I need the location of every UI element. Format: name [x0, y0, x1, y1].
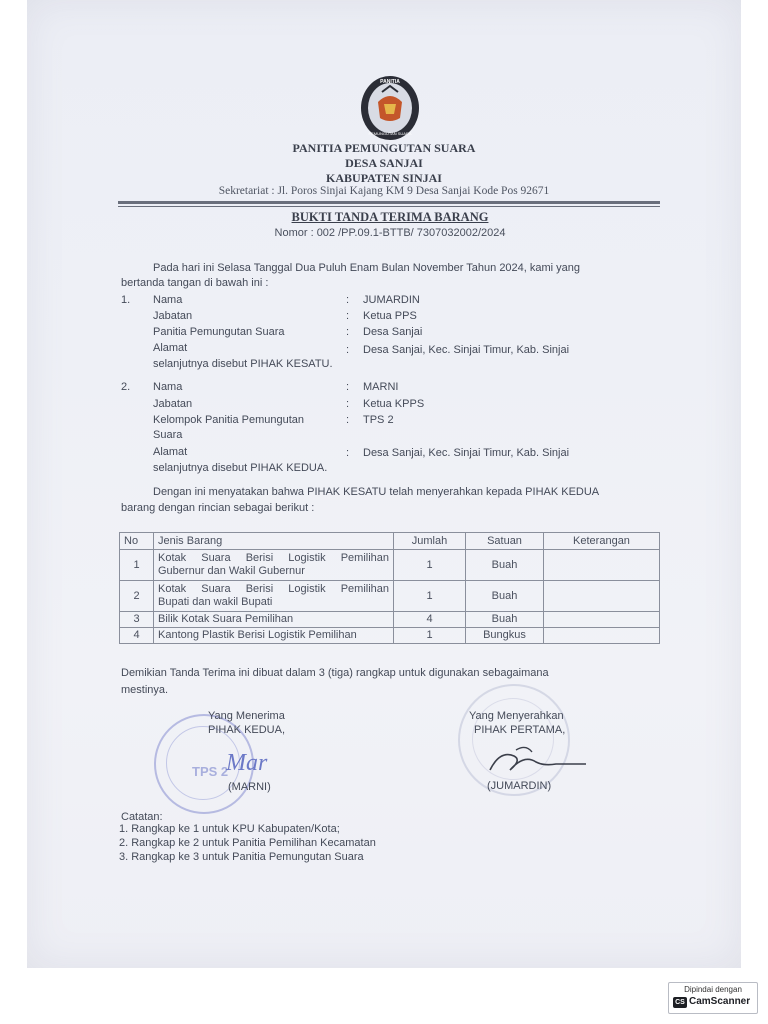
cell-item-line2: Bupati dan wakil Bupati: [158, 596, 273, 608]
intro-line-2: bertanda tangan di bawah ini :: [121, 277, 269, 289]
cell-item-line1: Kotak Suara Berisi Logistik Pemilihan: [158, 552, 389, 564]
cell-no: 2: [120, 581, 154, 612]
colon: :: [346, 326, 350, 338]
camscanner-logo-icon: CS: [673, 997, 687, 1008]
colon: :: [346, 344, 350, 356]
cell-note: [544, 550, 660, 581]
cell-qty: 1: [394, 581, 466, 612]
header-line-3: KABUPATEN SINJAI: [326, 171, 442, 185]
table-row: [120, 550, 660, 581]
party2-label-name: Nama: [153, 381, 183, 393]
closing-line-2: mestinya.: [121, 684, 169, 696]
party1-number: 1.: [121, 294, 131, 306]
colon: :: [346, 447, 350, 459]
signature-right: [486, 744, 590, 778]
cell-unit: Bungkus: [466, 628, 544, 644]
party1-value-address: Desa Sanjai, Kec. Sinjai Timur, Kab. Sinjai: [363, 344, 570, 356]
cell-no: 3: [120, 612, 154, 628]
cell-note: [544, 628, 660, 644]
logo-text-top: PANITIA: [380, 79, 400, 85]
sign-left-line2: PIHAK KEDUA,: [208, 724, 286, 736]
cell-no: 4: [120, 628, 154, 644]
header-note: Keterangan: [544, 533, 660, 550]
header-rule-thick: [118, 201, 660, 204]
camscanner-brand: CamScanner: [689, 996, 751, 1007]
table-row: [120, 581, 660, 612]
table-header-row: [120, 533, 660, 550]
header-address: Sekretariat : Jl. Poros Sinjai Kajang KM 9 Desa Sanjai Kode Pos 92671: [218, 185, 550, 197]
stamp-left-text: TPS 2: [192, 764, 229, 779]
header-unit: Satuan: [466, 533, 544, 550]
notes-title: Catatan:: [121, 811, 163, 823]
cell-item: [154, 581, 394, 612]
party2-value-name: MARNI: [363, 381, 399, 393]
colon: :: [346, 310, 350, 322]
cell-unit: Buah: [466, 550, 544, 581]
colon: :: [346, 414, 350, 426]
sign-right-name: (JUMARDIN): [487, 780, 552, 792]
party2-value-position: Ketua KPPS: [363, 398, 425, 410]
party1-label-position: Jabatan: [153, 310, 193, 322]
closing-line-1: Demikian Tanda Terima ini dibuat dalam 3 (tiga) rangkap untuk digunakan sebagaimana: [121, 667, 549, 679]
document-title: BUKTI TANDA TERIMA BARANG: [291, 210, 489, 224]
party1-closing: selanjutnya disebut PIHAK KESATU.: [153, 358, 333, 370]
cell-note: [544, 581, 660, 612]
party2-value-address: Desa Sanjai, Kec. Sinjai Timur, Kab. Sinjai: [363, 447, 570, 459]
table-row: [120, 628, 660, 644]
kpu-logo: [358, 72, 422, 142]
header-no: No: [120, 533, 154, 550]
cell-unit: Buah: [466, 581, 544, 612]
party1-value-committee: Desa Sanjai: [363, 326, 423, 338]
cell-item-line1: Kotak Suara Berisi Logistik Pemilihan: [158, 583, 389, 595]
notes-item-1: 1. Rangkap ke 1 untuk KPU Kabupaten/Kota;: [119, 823, 340, 835]
colon: :: [346, 294, 350, 306]
cell-qty: 1: [394, 628, 466, 644]
signature-left: Mar: [226, 750, 268, 776]
party1-label-name: Nama: [153, 294, 183, 306]
cell-qty: 1: [394, 550, 466, 581]
party1-value-position: Ketua PPS: [363, 310, 417, 322]
header-line-1: PANITIA PEMUNGUTAN SUARA: [292, 141, 476, 155]
party2-value-group: TPS 2: [363, 414, 394, 426]
statement-line-2: barang dengan rincian sebagai berikut :: [121, 502, 315, 514]
header-rule-thin: [118, 206, 660, 207]
cell-item: Bilik Kotak Suara Pemilihan: [154, 612, 394, 628]
party2-label-group: Kelompok Panitia Pemungutan: [153, 414, 305, 426]
cell-note: [544, 612, 660, 628]
cell-qty: 4: [394, 612, 466, 628]
camscanner-line1: Dipindai dengan: [684, 985, 742, 994]
document-number: Nomor : 002 /PP.09.1-BTTB/ 7307032002/2024: [274, 227, 506, 239]
cell-item: Kantong Plastik Berisi Logistik Pemilihan: [154, 628, 394, 644]
party1-value-name: JUMARDIN: [363, 294, 420, 306]
cell-item: [154, 550, 394, 581]
header-qty: Jumlah: [394, 533, 466, 550]
statement-line-1: Dengan ini menyatakan bahwa PIHAK KESATU telah menyerahkan kepada PIHAK KEDUA: [153, 486, 600, 498]
intro-line-1: Pada hari ini Selasa Tanggal Dua Puluh Enam Bulan November Tahun 2024, kami yang: [153, 262, 581, 274]
header-item: Jenis Barang: [154, 533, 394, 550]
sign-right-line2: PIHAK PERTAMA,: [474, 724, 566, 736]
sign-left-name: (MARNI): [228, 781, 271, 793]
camscanner-badge: [668, 982, 758, 1014]
cell-unit: Buah: [466, 612, 544, 628]
items-table: [119, 532, 660, 644]
colon: :: [346, 381, 350, 393]
party1-label-address: Alamat: [153, 342, 188, 354]
cell-no: 1: [120, 550, 154, 581]
logo-text-bottom: PEMUNGUTAN SUARA: [368, 131, 412, 136]
party2-label-group-cont: Suara: [153, 429, 183, 441]
header-line-2: DESA SANJAI: [345, 156, 423, 170]
table-row: [120, 612, 660, 628]
notes-item-3: 3. Rangkap ke 3 untuk Panitia Pemungutan Suara: [119, 851, 364, 863]
cell-item-line2: Gubernur dan Wakil Gubernur: [158, 565, 305, 577]
sign-left-line1: Yang Menerima: [208, 710, 285, 722]
sign-right-line1: Yang Menyerahkan: [469, 710, 564, 722]
party2-label-address: Alamat: [153, 446, 188, 458]
party2-closing: selanjutnya disebut PIHAK KEDUA.: [153, 462, 328, 474]
colon: :: [346, 398, 350, 410]
party2-number: 2.: [121, 381, 131, 393]
notes-item-2: 2. Rangkap ke 2 untuk Panitia Pemilihan Kecamatan: [119, 837, 376, 849]
party2-label-position: Jabatan: [153, 398, 193, 410]
party1-label-committee: Panitia Pemungutan Suara: [153, 326, 285, 338]
